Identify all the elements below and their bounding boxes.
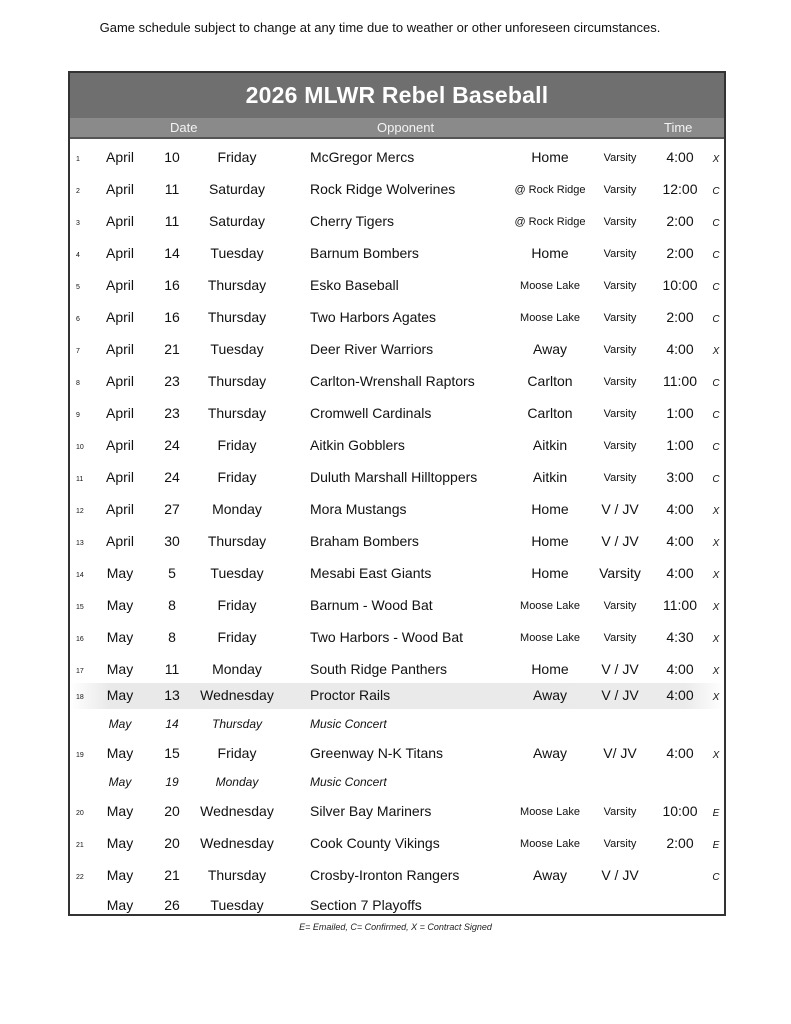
game-status: C — [712, 872, 720, 883]
game-opponent: Two Harbors - Wood Bat — [310, 629, 464, 645]
table-row — [70, 711, 724, 737]
table-row — [70, 657, 724, 683]
row-number: 18 — [76, 694, 84, 701]
game-level: Varsity — [603, 152, 637, 164]
table-row — [70, 433, 724, 459]
row-number: 20 — [76, 810, 84, 817]
row-number: 1 — [76, 156, 80, 163]
table-row — [70, 741, 724, 767]
game-time: 4:00 — [666, 687, 694, 703]
table-row — [70, 305, 724, 331]
game-level: Varsity — [603, 376, 637, 388]
game-opponent: Carlton-Wrenshall Raptors — [310, 373, 475, 389]
game-day: 11 — [164, 661, 180, 677]
table-row — [70, 769, 724, 795]
game-opponent: Crosby-Ironton Rangers — [310, 867, 460, 883]
game-weekday: Friday — [217, 469, 257, 485]
game-month: April — [105, 277, 134, 293]
game-day: 14 — [164, 245, 180, 261]
row-number: 15 — [76, 604, 84, 611]
game-location: @ Rock Ridge — [514, 216, 586, 228]
game-weekday: Friday — [217, 629, 257, 645]
game-month: April — [105, 469, 134, 485]
column-header-bar — [70, 118, 724, 139]
game-day: 19 — [165, 775, 179, 789]
game-month: April — [105, 373, 134, 389]
game-month: April — [105, 437, 134, 453]
game-level: V / JV — [601, 661, 639, 677]
game-month: May — [106, 661, 134, 677]
table-row — [70, 145, 724, 171]
game-opponent: Greenway N-K Titans — [310, 745, 444, 761]
game-level: Varsity — [603, 408, 637, 420]
game-month: April — [105, 309, 134, 325]
game-location: Moose Lake — [520, 312, 580, 324]
game-month: April — [105, 149, 134, 165]
game-time: 4:00 — [666, 533, 694, 549]
table-row — [70, 497, 724, 523]
game-time: 4:00 — [666, 341, 694, 357]
header-opponent: Opponent — [377, 120, 435, 135]
table-row — [70, 337, 724, 363]
game-day: 8 — [168, 629, 176, 645]
table-row — [70, 683, 724, 709]
game-opponent: Barnum - Wood Bat — [310, 597, 433, 613]
row-number: 22 — [76, 874, 84, 881]
game-location: Moose Lake — [520, 280, 580, 292]
game-month: April — [105, 181, 134, 197]
game-weekday: Friday — [217, 745, 257, 761]
game-level: V / JV — [601, 867, 639, 883]
game-weekday: Friday — [217, 149, 257, 165]
game-status: X — [712, 750, 720, 761]
row-number: 5 — [76, 284, 80, 291]
game-opponent: Mesabi East Giants — [310, 565, 432, 581]
game-status: X — [712, 634, 720, 645]
game-weekday: Thursday — [207, 867, 267, 883]
game-weekday: Wednesday — [200, 835, 274, 851]
table-row — [70, 401, 724, 427]
game-status: E — [712, 808, 720, 819]
game-month: May — [106, 687, 134, 703]
table-row — [70, 273, 724, 299]
game-month: April — [105, 341, 134, 357]
game-opponent: Cromwell Cardinals — [310, 405, 432, 421]
game-opponent: Barnum Bombers — [310, 245, 419, 261]
game-location: Moose Lake — [520, 632, 580, 644]
game-time: 10:00 — [662, 803, 698, 819]
game-time: 4:30 — [666, 629, 694, 645]
game-status: X — [712, 506, 720, 517]
game-level: Varsity — [603, 280, 637, 292]
game-location: Moose Lake — [520, 600, 580, 612]
game-time: 4:00 — [666, 745, 694, 761]
table-row — [70, 465, 724, 491]
row-number: 21 — [76, 842, 84, 849]
game-weekday: Tuesday — [210, 245, 264, 261]
game-status: C — [712, 410, 720, 421]
game-weekday: Monday — [212, 501, 262, 517]
row-number: 14 — [76, 572, 84, 579]
game-opponent: Cherry Tigers — [310, 213, 395, 229]
row-number: 16 — [76, 636, 84, 643]
game-month: April — [105, 533, 134, 549]
game-opponent: Section 7 Playoffs — [310, 897, 422, 913]
game-time: 4:00 — [666, 565, 694, 581]
game-weekday: Saturday — [208, 213, 266, 229]
header-time: Time — [664, 120, 693, 135]
game-time: 1:00 — [666, 437, 694, 453]
game-month: May — [106, 745, 134, 761]
game-day: 27 — [164, 501, 180, 517]
table-row — [70, 369, 724, 395]
game-day: 16 — [164, 277, 180, 293]
game-time: 4:00 — [666, 149, 694, 165]
game-opponent: Aitkin Gobblers — [310, 437, 405, 453]
game-day: 30 — [164, 533, 180, 549]
game-month: May — [108, 775, 132, 789]
game-opponent: McGregor Mercs — [310, 149, 415, 165]
game-day: 10 — [164, 149, 180, 165]
game-day: 16 — [164, 309, 180, 325]
game-weekday: Thursday — [207, 373, 267, 389]
game-status: X — [712, 346, 720, 357]
game-day: 26 — [164, 897, 180, 913]
game-location: Home — [531, 661, 569, 677]
game-status: X — [712, 666, 720, 677]
game-status: C — [712, 218, 720, 229]
game-level: V / JV — [601, 533, 639, 549]
game-level: Varsity — [603, 838, 637, 850]
table-row — [70, 863, 724, 889]
game-time: 2:00 — [666, 245, 694, 261]
game-day: 24 — [164, 437, 180, 453]
game-level: Varsity — [603, 312, 637, 324]
row-number: 4 — [76, 252, 80, 259]
game-level: Varsity — [603, 806, 637, 818]
game-month: May — [106, 835, 134, 851]
game-status: X — [712, 154, 720, 165]
game-day: 5 — [168, 565, 176, 581]
row-number: 9 — [76, 412, 80, 419]
table-row — [70, 593, 724, 619]
game-opponent: Esko Baseball — [310, 277, 399, 293]
game-month: May — [106, 897, 134, 913]
game-location: Home — [531, 149, 569, 165]
game-opponent: Braham Bombers — [310, 533, 419, 549]
table-row — [70, 241, 724, 267]
game-location: Away — [533, 341, 567, 357]
game-location: Carlton — [527, 405, 573, 421]
table-row — [70, 799, 724, 825]
game-location: Moose Lake — [520, 838, 580, 850]
game-status: X — [712, 602, 720, 613]
game-month: April — [105, 501, 134, 517]
game-weekday: Thursday — [207, 533, 267, 549]
game-status: C — [712, 314, 720, 325]
status-legend: E= Emailed, C= Confirmed, X = Contract Signed — [299, 922, 492, 932]
game-location: Home — [531, 245, 569, 261]
game-opponent: South Ridge Panthers — [310, 661, 447, 677]
schedule-title: 2026 MLWR Rebel Baseball — [70, 73, 724, 118]
game-day: 21 — [164, 341, 180, 357]
game-level: Varsity — [603, 600, 637, 612]
game-month: May — [106, 629, 134, 645]
schedule-table — [68, 71, 726, 916]
row-number: 13 — [76, 540, 84, 547]
game-month: May — [108, 717, 132, 731]
game-weekday: Monday — [212, 661, 262, 677]
game-level: V / JV — [601, 687, 639, 703]
game-time: 1:00 — [666, 405, 694, 421]
game-location: Aitkin — [532, 469, 568, 485]
game-day: 20 — [164, 803, 180, 819]
game-location: Away — [533, 867, 567, 883]
game-location: Home — [531, 501, 569, 517]
row-number: 12 — [76, 508, 84, 515]
game-time: 2:00 — [666, 213, 694, 229]
game-month: May — [106, 565, 134, 581]
game-opponent: Proctor Rails — [310, 687, 391, 703]
game-location: Away — [533, 745, 567, 761]
game-time: 4:00 — [666, 661, 694, 677]
game-day: 20 — [164, 835, 180, 851]
game-month: May — [106, 597, 134, 613]
game-weekday: Friday — [217, 437, 257, 453]
game-level: Varsity — [603, 472, 637, 484]
game-day: 23 — [164, 373, 180, 389]
game-opponent: Duluth Marshall Hilltoppers — [310, 469, 478, 485]
game-day: 13 — [164, 687, 180, 703]
table-row — [70, 625, 724, 651]
game-location: Home — [531, 565, 569, 581]
row-number: 19 — [76, 752, 84, 759]
game-level: Varsity — [599, 565, 641, 581]
table-row — [70, 893, 724, 919]
game-level: Varsity — [603, 248, 637, 260]
game-status: C — [712, 442, 720, 453]
row-number: 11 — [76, 476, 84, 483]
game-location: Away — [533, 687, 567, 703]
game-time: 11:00 — [663, 373, 697, 389]
game-status: X — [712, 692, 720, 703]
game-month: May — [106, 803, 134, 819]
game-location: Carlton — [527, 373, 573, 389]
game-day: 11 — [164, 213, 180, 229]
game-opponent: Music Concert — [310, 775, 387, 789]
game-weekday: Thursday — [211, 717, 263, 731]
game-day: 15 — [164, 745, 180, 761]
row-number: 6 — [76, 316, 80, 323]
schedule-notice: Game schedule subject to change at any time due to weather or other unforeseen circumstances. — [99, 20, 661, 35]
game-month: April — [105, 245, 134, 261]
game-day: 23 — [164, 405, 180, 421]
game-month: May — [106, 867, 134, 883]
game-weekday: Thursday — [207, 405, 267, 421]
game-weekday: Thursday — [207, 277, 267, 293]
game-level: V / JV — [601, 501, 639, 517]
game-status: C — [712, 250, 720, 261]
game-level: Varsity — [603, 632, 637, 644]
game-opponent: Music Concert — [310, 717, 387, 731]
table-row — [70, 831, 724, 857]
game-day: 8 — [168, 597, 176, 613]
game-time: 3:00 — [666, 469, 694, 485]
game-time: 4:00 — [666, 501, 694, 517]
game-day: 14 — [165, 717, 179, 731]
game-status: X — [712, 538, 720, 549]
table-row — [70, 561, 724, 587]
row-number: 10 — [76, 444, 84, 451]
game-status: C — [712, 282, 720, 293]
header-date: Date — [170, 120, 198, 135]
game-weekday: Monday — [215, 775, 259, 789]
game-day: 21 — [164, 867, 180, 883]
game-weekday: Tuesday — [210, 565, 264, 581]
game-status: X — [712, 570, 720, 581]
game-weekday: Thursday — [207, 309, 267, 325]
game-weekday: Tuesday — [210, 897, 264, 913]
game-time: 10:00 — [662, 277, 698, 293]
game-time: 11:00 — [663, 597, 697, 613]
game-status: C — [712, 378, 720, 389]
game-time: 2:00 — [666, 309, 694, 325]
game-level: Varsity — [603, 344, 637, 356]
game-month: April — [105, 213, 134, 229]
game-day: 24 — [164, 469, 180, 485]
game-weekday: Tuesday — [210, 341, 264, 357]
game-status: C — [712, 474, 720, 485]
table-row — [70, 529, 724, 555]
row-number: 8 — [76, 380, 80, 387]
game-status: C — [712, 186, 720, 197]
game-location: Home — [531, 533, 569, 549]
game-level: V/ JV — [603, 745, 637, 761]
row-number: 7 — [76, 348, 80, 355]
game-opponent: Silver Bay Mariners — [310, 803, 432, 819]
game-opponent: Mora Mustangs — [310, 501, 407, 517]
game-status: E — [712, 840, 720, 851]
game-weekday: Saturday — [208, 181, 266, 197]
game-level: Varsity — [603, 184, 637, 196]
game-time: 12:00 — [662, 181, 698, 197]
game-day: 11 — [164, 181, 180, 197]
game-weekday: Friday — [217, 597, 257, 613]
game-opponent: Two Harbors Agates — [310, 309, 437, 325]
row-number: 3 — [76, 220, 80, 227]
game-location: Moose Lake — [520, 806, 580, 818]
game-opponent: Cook County Vikings — [310, 835, 440, 851]
game-location: Aitkin — [532, 437, 568, 453]
game-weekday: Wednesday — [200, 803, 274, 819]
game-time: 2:00 — [666, 835, 694, 851]
game-level: Varsity — [603, 216, 637, 228]
table-row — [70, 177, 724, 203]
game-opponent: Deer River Warriors — [310, 341, 434, 357]
game-location: @ Rock Ridge — [514, 184, 586, 196]
table-row — [70, 209, 724, 235]
row-number: 17 — [76, 668, 84, 675]
game-level: Varsity — [603, 440, 637, 452]
row-number: 2 — [76, 188, 80, 195]
game-weekday: Wednesday — [200, 687, 274, 703]
game-opponent: Rock Ridge Wolverines — [310, 181, 456, 197]
game-month: April — [105, 405, 134, 421]
